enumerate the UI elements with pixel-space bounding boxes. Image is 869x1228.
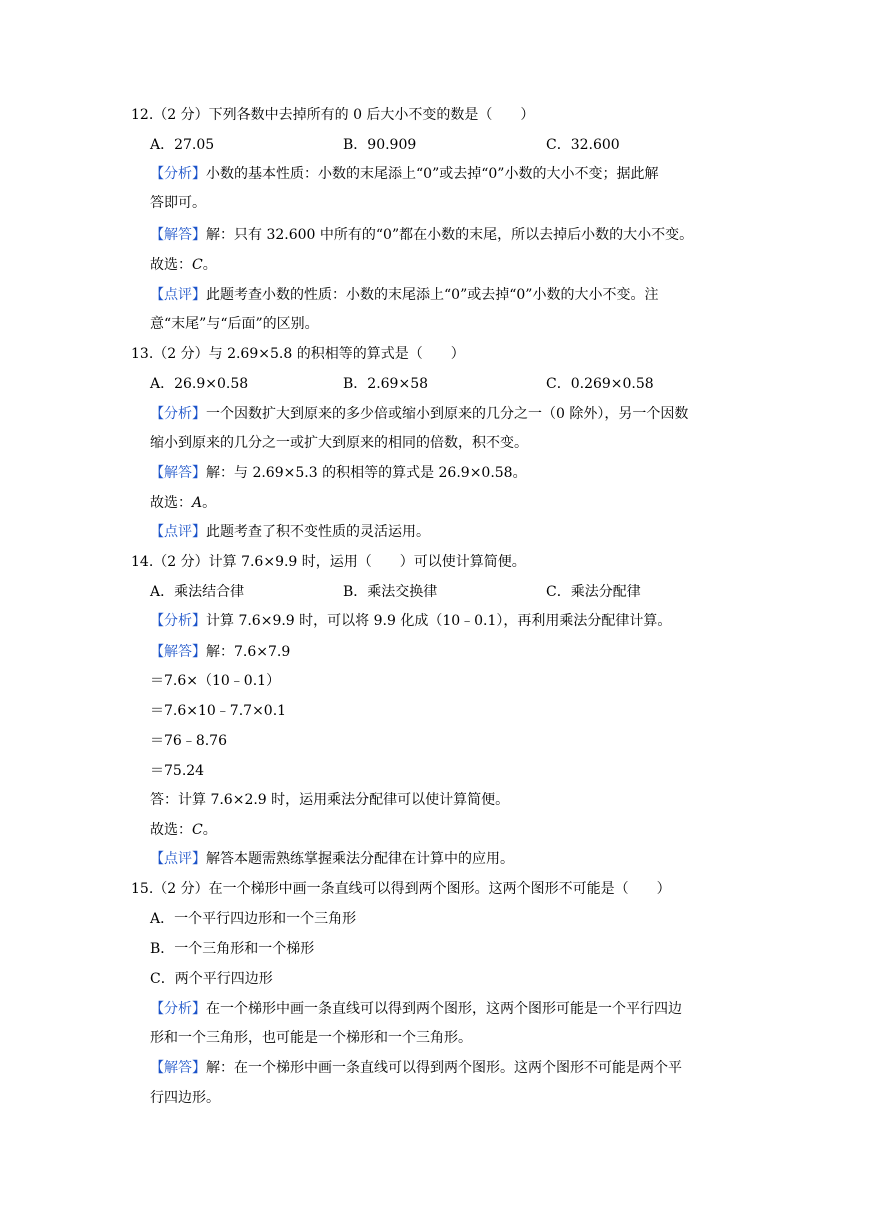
q12-analysis-line-2: 答即可。	[150, 195, 206, 211]
comment-tag: 【点评】	[150, 524, 206, 540]
q14-answer-line-1: 【解答】解：7.6×7.9	[150, 644, 291, 660]
q14-option-c: C．乘法分配律	[546, 584, 641, 600]
q13-option-b: B．2.69×58	[343, 376, 429, 392]
q12-comment-line-2: 意“末尾”与“后面”的区别。	[150, 316, 319, 332]
q12-comment-line-1: 【点评】此题考查小数的性质：小数的末尾添上“0”或去掉“0”小数的大小不变。注	[150, 287, 659, 303]
q13-option-c: C．0.269×0.58	[546, 376, 654, 392]
q13-choice: 故选：A。	[150, 495, 217, 511]
comment-tag: 【点评】	[150, 287, 206, 303]
q14-step-1: ＝7.6×（10﹣0.1）	[150, 673, 281, 689]
q14-step-4: ＝75.24	[150, 763, 205, 779]
q15-analysis-line-2: 形和一个三角形，也可能是一个梯形和一个三角形。	[150, 1030, 472, 1046]
q13-analysis-line-2: 缩小到原来的几分之一或扩大到原来的相同的倍数，积不变。	[150, 435, 528, 451]
q13-stem: 13.（2 分）与 2.69×5.8 的积相等的算式是（ ）	[131, 346, 465, 362]
q12-choice: 故选：C。	[150, 257, 217, 273]
answer-tag: 【解答】	[150, 644, 206, 660]
analysis-tag: 【分析】	[150, 1001, 206, 1017]
q13-comment-line-1: 【点评】此题考查了积不变性质的灵活运用。	[150, 524, 430, 540]
q12-option-b: B．90.909	[343, 137, 417, 153]
answer-tag: 【解答】	[150, 227, 206, 243]
q14-choice: 故选：C。	[150, 822, 217, 838]
q15-option-b: B．一个三角形和一个梯形	[150, 941, 315, 957]
q13-analysis-line-1: 【分析】一个因数扩大到原来的多少倍或缩小到原来的几分之一（0 除外），另一个因数	[150, 406, 689, 422]
q12-answer-line-1: 【解答】解：只有 32.600 中所有的“0”都在小数的末尾，所以去掉后小数的大小不变。	[150, 227, 694, 243]
answer-tag: 【解答】	[150, 1060, 206, 1076]
q13-option-a: A．26.9×0.58	[150, 376, 249, 392]
q12-option-a: A．27.05	[150, 137, 215, 153]
analysis-tag: 【分析】	[150, 166, 206, 182]
q13-answer-line-1: 【解答】解：与 2.69×5.3 的积相等的算式是 26.9×0.58。	[150, 465, 527, 481]
q12-option-c: C．32.600	[546, 137, 620, 153]
q15-answer-line-1: 【解答】解：在一个梯形中画一条直线可以得到两个图形。这两个图形不可能是两个平	[150, 1060, 682, 1076]
q12-stem: 12.（2 分）下列各数中去掉所有的 0 后大小不变的数是（ ）	[131, 107, 535, 123]
analysis-tag: 【分析】	[150, 613, 206, 629]
q15-option-a: A．一个平行四边形和一个三角形	[150, 911, 357, 927]
q14-step-3: ＝76﹣8.76	[150, 733, 227, 749]
q15-analysis-line-1: 【分析】在一个梯形中画一条直线可以得到两个图形，这两个图形可能是一个平行四边	[150, 1001, 682, 1017]
analysis-tag: 【分析】	[150, 406, 206, 422]
q14-reply: 答：计算 7.6×2.9 时，运用乘法分配律可以使计算简便。	[150, 792, 510, 808]
q14-step-2: ＝7.6×10﹣7.7×0.1	[150, 703, 287, 719]
q15-stem: 15.（2 分）在一个梯形中画一条直线可以得到两个图形。这两个图形不可能是（ ）	[131, 881, 671, 897]
q12-analysis-line-1: 【分析】小数的基本性质：小数的末尾添上“0”或去掉“0”小数的大小不变；据此解	[150, 166, 659, 182]
q14-option-b: B．乘法交换律	[343, 584, 438, 600]
q14-analysis-line-1: 【分析】计算 7.6×9.9 时，可以将 9.9 化成（10﹣0.1），再利用乘法分配律计算。	[150, 613, 672, 629]
q15-answer-line-2: 行四边形。	[150, 1090, 220, 1106]
comment-tag: 【点评】	[150, 851, 206, 867]
q14-stem: 14.（2 分）计算 7.6×9.9 时，运用（ ）可以使计算简便。	[131, 554, 526, 570]
answer-tag: 【解答】	[150, 465, 206, 481]
q15-option-c: C．两个平行四边形	[150, 971, 273, 987]
q14-option-a: A．乘法结合律	[150, 584, 245, 600]
q14-comment-line-1: 【点评】解答本题需熟练掌握乘法分配律在计算中的应用。	[150, 851, 514, 867]
